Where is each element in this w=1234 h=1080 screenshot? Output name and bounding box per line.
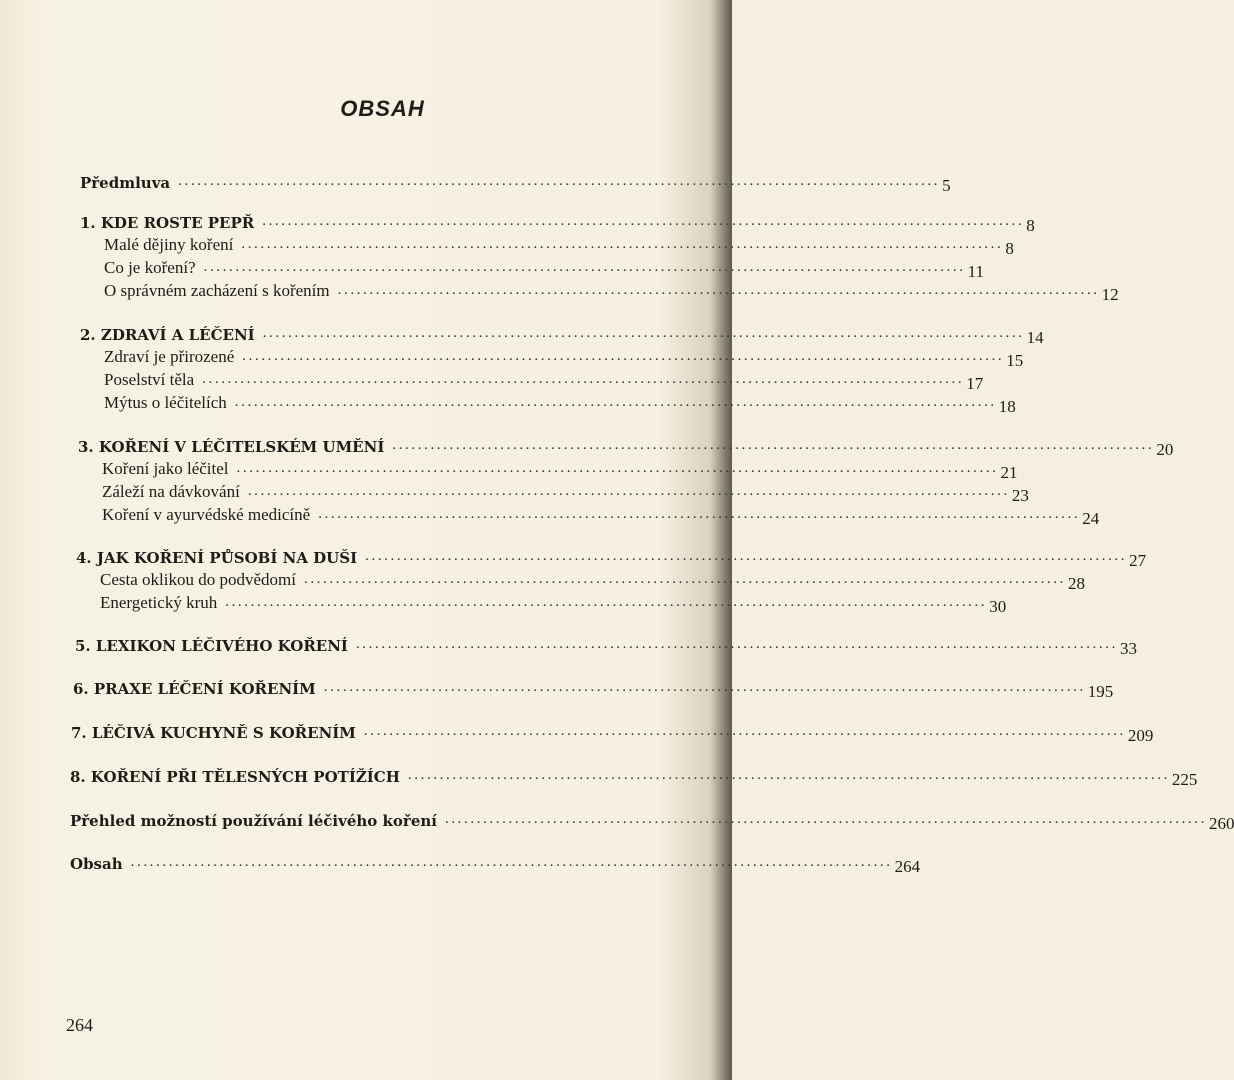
dot-leader: ........................................................................................................................ xyxy=(337,282,1100,298)
toc-chapter-entry xyxy=(70,760,1198,789)
toc-entry-label: Záleží na dávkování xyxy=(102,482,240,501)
toc-entry-page-number: 14 xyxy=(1026,328,1044,347)
toc-entry-page-number: 17 xyxy=(966,374,984,393)
toc-entry-page-number: 15 xyxy=(1006,351,1024,370)
dot-leader: ........................................................................................................................ xyxy=(323,679,1086,695)
toc-entry-page-number: 8 xyxy=(1026,216,1035,235)
toc-entry-label: Obsah xyxy=(70,855,123,873)
toc-entry-label: 7. LÉČIVÁ KUCHYNĚ S KOŘENÍM xyxy=(71,724,356,742)
toc-entry-page-number: 260 xyxy=(1208,814,1234,833)
toc-entry-label: 8. KOŘENÍ PŘI TĚLESNÝCH POTÍŽÍCH xyxy=(70,768,400,786)
page-title: OBSAH xyxy=(340,96,425,121)
toc-entry-label: 3. KOŘENÍ V LÉČITELSKÉM UMĚNÍ xyxy=(78,438,385,456)
dot-leader: ........................................................................................................................ xyxy=(236,460,999,476)
toc-entry-page-number: 18 xyxy=(998,397,1016,416)
toc-chapter-entry xyxy=(73,672,1114,701)
dot-leader: ........................................................................................................................ xyxy=(241,236,1004,252)
toc-entry-label: 5. LEXIKON LÉČIVÉHO KOŘENÍ xyxy=(75,637,348,655)
toc-entry-label: Mýtus o léčitelích xyxy=(104,393,227,412)
toc-chapter-entry xyxy=(70,847,921,876)
toc-entry-label: Zdraví je přirozené xyxy=(104,347,235,366)
dot-leader: ........................................................................................................................ xyxy=(203,259,966,275)
toc-entry-label: 4. JAK KOŘENÍ PŮSOBÍ NA DUŠI xyxy=(76,549,358,567)
toc-entry-page-number: 225 xyxy=(1171,770,1198,789)
toc-entry-page-number: 264 xyxy=(894,857,921,876)
toc-entry-page-number: 8 xyxy=(1005,239,1014,258)
dot-leader: ........................................................................................................................ xyxy=(444,811,1207,827)
toc-entry-label: Koření jako léčitel xyxy=(102,459,229,478)
toc-entry-label: Přehled možností používání léčivého koření xyxy=(70,812,437,830)
toc-subentry xyxy=(102,499,1100,528)
toc-entry-page-number: 30 xyxy=(989,597,1007,616)
toc-entry-label: O správném zacházení s kořením xyxy=(104,281,330,300)
toc-chapter-entry xyxy=(70,804,1234,833)
toc-entry-label: Předmluva xyxy=(80,174,171,192)
dot-leader: ........................................................................................................................ xyxy=(202,371,965,387)
page-number: 264 xyxy=(66,1015,93,1035)
toc-entry-page-number: 20 xyxy=(1156,440,1174,459)
toc-entry-page-number: 21 xyxy=(1000,463,1018,482)
toc-entry-page-number: 33 xyxy=(1119,639,1137,658)
dot-leader: ........................................................................................................................ xyxy=(365,548,1128,564)
dot-leader: ........................................................................................................................ xyxy=(318,506,1081,522)
toc-entry-page-number: 12 xyxy=(1101,285,1119,304)
dot-leader: ........................................................................................................................ xyxy=(178,173,941,189)
dot-leader: ........................................................................................................................ xyxy=(225,594,988,610)
dot-leader: ........................................................................................................................ xyxy=(303,571,1066,587)
dot-leader: ........................................................................................................................ xyxy=(247,483,1010,499)
toc-entry-label: 2. ZDRAVÍ A LÉČENÍ xyxy=(80,326,255,344)
toc-entry-page-number: 23 xyxy=(1011,486,1029,505)
dot-leader: ........................................................................................................................ xyxy=(407,767,1170,783)
toc-entry-page-number: 24 xyxy=(1082,509,1100,528)
toc-entry-label: Cesta oklikou do podvědomí xyxy=(100,570,296,589)
toc-entry-label: Koření v ayurvédské medicíně xyxy=(102,505,311,524)
toc-entry-label: Energetický kruh xyxy=(100,593,218,612)
toc-chapter-entry xyxy=(80,166,951,195)
toc-chapter-entry xyxy=(75,629,1137,658)
toc-entry-label: Poselství těla xyxy=(104,370,195,389)
toc-chapter-entry xyxy=(71,716,1154,745)
toc-entry-page-number: 209 xyxy=(1127,726,1154,745)
dot-leader: ........................................................................................................................ xyxy=(392,437,1155,453)
toc-entry-label: Co je koření? xyxy=(104,258,196,277)
toc-entry-page-number: 27 xyxy=(1129,551,1147,570)
toc-entry-label: 6. PRAXE LÉČENÍ KOŘENÍM xyxy=(73,680,316,698)
dot-leader: ........................................................................................................................ xyxy=(234,394,997,410)
dot-leader: ........................................................................................................................ xyxy=(130,854,893,870)
toc-subentry xyxy=(100,587,1007,616)
toc-entry-label: Malé dějiny koření xyxy=(104,235,234,254)
dot-leader: ........................................................................................................................ xyxy=(262,325,1025,341)
dot-leader: ........................................................................................................................ xyxy=(355,636,1118,652)
dot-leader: ........................................................................................................................ xyxy=(262,213,1025,229)
toc-entry-page-number: 5 xyxy=(942,176,951,195)
toc-subentry xyxy=(104,387,1016,416)
toc-entry-page-number: 11 xyxy=(967,262,984,281)
toc-entry-label: 1. KDE ROSTE PEPŘ xyxy=(80,214,255,232)
dot-leader: ........................................................................................................................ xyxy=(363,723,1126,739)
toc-entry-page-number: 195 xyxy=(1087,682,1114,701)
toc-subentry xyxy=(104,275,1119,304)
toc-entry-page-number: 28 xyxy=(1067,574,1085,593)
dot-leader: ........................................................................................................................ xyxy=(242,348,1005,364)
